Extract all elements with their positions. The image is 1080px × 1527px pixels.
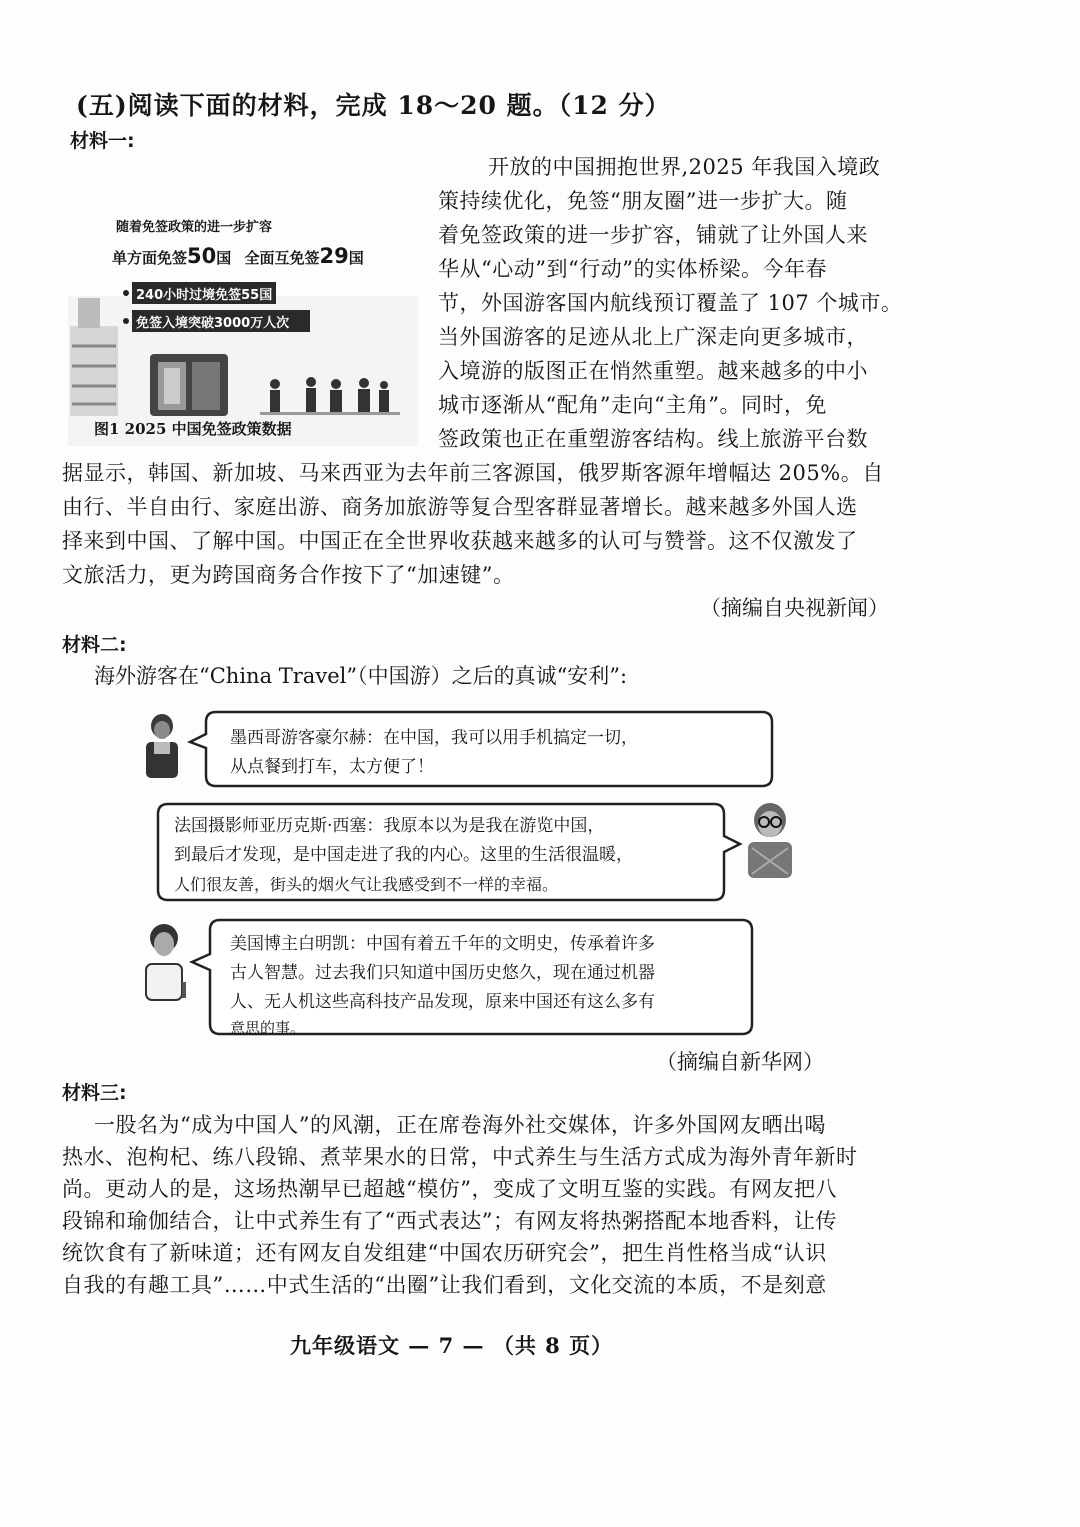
material1-line: 当外国游客的足迹从北上广深走向更多城市， bbox=[438, 325, 868, 349]
figure-mutual-unit: 国 bbox=[348, 249, 364, 267]
figure-caption: 图1 2025 中国免签政策数据 bbox=[94, 420, 292, 438]
avatar-french-photographer bbox=[740, 800, 800, 880]
figure-visa-policy bbox=[68, 206, 418, 446]
material3-line: 段锦和瑜伽结合，让中式养生有了“西式表达”；有网友将热粥搭配本地香料，让传 bbox=[62, 1209, 837, 1233]
figure-stat-entries: 免签入境突破3000万人次 bbox=[136, 316, 290, 331]
material1-line: 入境游的版图正在悄然重塑。越来越多的中小 bbox=[438, 359, 868, 383]
material1-full-line: 文旅活力，更为跨国商务合作按下了“加速键”。 bbox=[62, 563, 515, 587]
figure-headline: 随着免签政策的进一步扩容 bbox=[116, 220, 273, 235]
bubble1-line: 墨西哥游客豪尔赫：在中国，我可以用手机搞定一切， bbox=[230, 728, 638, 748]
figure-mutual-label: 全面互免签 bbox=[244, 249, 320, 267]
material3-line: 自我的有趣工具”……中式生活的“出圈”让我们看到，文化交流的本质，不是刻意 bbox=[62, 1273, 827, 1297]
material3-line: 尚。更动人的是，这场热潮早已超越“模仿”，变成了文明互鉴的实践。有网友把八 bbox=[62, 1177, 837, 1201]
material1-full-line: 据显示，韩国、新加坡、马来西亚为去年前三客源国，俄罗斯客源年增幅达 205%。自 bbox=[62, 461, 884, 485]
avatar-mexican-tourist bbox=[138, 712, 186, 782]
bubble2-line: 到最后才发现，是中国走进了我的内心。这里的生活很温暖， bbox=[174, 845, 633, 865]
material1-line: 着免签政策的进一步扩容，铺就了让外国人来 bbox=[438, 223, 868, 247]
material1-label: 材料一: bbox=[70, 130, 135, 152]
figure-stat-transit: 240小时过境免签55国 bbox=[136, 288, 273, 303]
material1-line: 开放的中国拥抱世界,2025 年我国入境政 bbox=[488, 155, 881, 179]
material1-line: 华从“心动”到“行动”的实体桥梁。今年春 bbox=[438, 257, 827, 281]
material3-line: 统饮食有了新味道；还有网友自发组建“中国农历研究会”，把生肖性格当成“认识 bbox=[62, 1241, 827, 1265]
bubble2-line: 人们很友善，街头的烟火气让我感受到不一样的幸福。 bbox=[174, 875, 559, 894]
material1-full-line: 由行、半自由行、家庭出游、商务加旅游等复合型客群显著增长。越来越多外国人选 bbox=[62, 495, 858, 519]
figure-unilateral-label: 单方面免签 bbox=[112, 249, 188, 267]
bubble3-line: 意思的事。 bbox=[230, 1019, 306, 1037]
page-footer: 九年级语文 — 7 — （共 8 页） bbox=[290, 1333, 614, 1358]
material1-line: 城市逐渐从“配角”走向“主角”。同时，免 bbox=[438, 393, 827, 417]
bubble2-line: 法国摄影师亚历克斯·西塞：我原本以为是我在游览中国， bbox=[174, 816, 605, 836]
bubble3-line: 古人智慧。过去我们只知道中国历史悠久，现在通过机器 bbox=[230, 963, 655, 983]
material3-line: 一股名为“成为中国人”的风潮，正在席卷海外社交媒体，许多外国网友晒出喝 bbox=[94, 1113, 826, 1137]
material2-source: （摘编自新华网） bbox=[656, 1050, 824, 1074]
material1-full-line: 择来到中国、了解中国。中国正在全世界收获越来越多的认可与赞誉。这不仅激发了 bbox=[62, 529, 858, 553]
bubble3-line: 人、无人机这些高科技产品发现，原来中国还有这么多有 bbox=[230, 992, 655, 1012]
material3-line: 热水、泡枸杞、练八段锦、煮苹果水的日常，中式养生与生活方式成为海外青年新时 bbox=[62, 1145, 858, 1169]
figure-mutual-number: 29 bbox=[319, 244, 349, 268]
material3-label: 材料三: bbox=[62, 1082, 127, 1104]
figure-row1 bbox=[112, 244, 364, 268]
bubble3-line: 美国博主白明凯：中国有着五千年的文明史，传承着许多 bbox=[230, 934, 655, 954]
figure-unilateral-unit: 国 bbox=[216, 249, 232, 267]
material2-label: 材料二: bbox=[62, 634, 127, 656]
material1-source: （摘编自央视新闻） bbox=[700, 596, 889, 620]
avatar-american-blogger bbox=[138, 920, 194, 1004]
material1-line: 策持续优化，免签“朋友圈”进一步扩大。随 bbox=[438, 189, 848, 213]
material1-line: 签政策也正在重塑游客结构。线上旅游平台数 bbox=[438, 427, 868, 451]
material2-intro: 海外游客在“China Travel”（中国游）之后的真诚“安利”: bbox=[94, 664, 628, 688]
section-heading: (五)阅读下面的材料，完成 18～20 题。（12 分） bbox=[76, 91, 671, 120]
material1-line: 节，外国游客国内航线预订覆盖了 107 个城市。 bbox=[438, 291, 903, 315]
figure-unilateral-number: 50 bbox=[187, 244, 217, 268]
bubble1-line: 从点餐到打车，太方便了！ bbox=[230, 757, 434, 777]
